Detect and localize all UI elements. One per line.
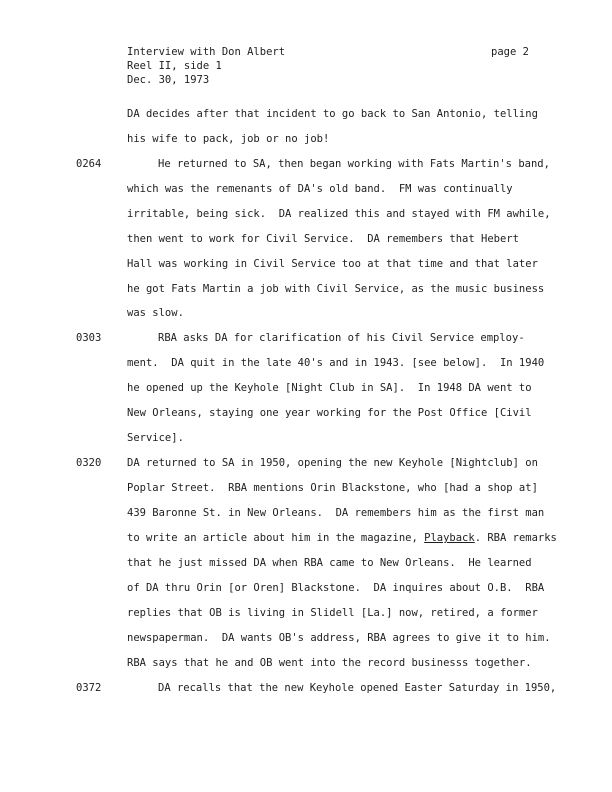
- transcript-line: then went to work for Civil Service. DA remembers that Hebert: [127, 233, 519, 245]
- interview-date: Dec. 30, 1973: [127, 74, 210, 86]
- transcript-line: replies that OB is living in Slidell [La.] now, retired, a former: [127, 607, 538, 619]
- tape-counter: 0320: [76, 457, 102, 469]
- transcript-line: 439 Baronne St. in New Orleans. DA remembers him as the first man: [127, 507, 545, 519]
- transcript-line-head: to write an article about him in the magazine,: [127, 532, 425, 544]
- transcript-line: he opened up the Keyhole [Night Club in SA]. In 1948 DA went to: [127, 382, 532, 394]
- transcript-line: Poplar Street. RBA mentions Orin Blackstone, who [had a shop at]: [127, 482, 538, 494]
- intro-line: his wife to pack, job or no job!: [127, 133, 330, 145]
- transcript-line: which was the remenants of DA's old band. FM was continually: [127, 183, 513, 195]
- transcript-line: newspaperman. DA wants OB's address, RBA agrees to give it to him.: [127, 632, 551, 644]
- intro-line: DA decides after that incident to go back to San Antonio, telling: [127, 108, 538, 120]
- transcript-line: DA returned to SA in 1950, opening the new Keyhole [Nightclub] on: [127, 457, 538, 469]
- transcript-line: New Orleans, staying one year working for the Post Office [Civil: [127, 407, 532, 419]
- transcript-line: he got Fats Martin a job with Civil Service, as the music business: [127, 283, 545, 295]
- reel-side: Reel II, side 1: [127, 60, 222, 72]
- transcript-line: irritable, being sick. DA realized this and stayed with FM awhile,: [127, 208, 551, 220]
- transcript-line: that he just missed DA when RBA came to New Orleans. He learned: [127, 557, 532, 569]
- transcript-line: DA recalls that the new Keyhole opened Easter Saturday in 1950,: [158, 682, 557, 694]
- transcript-line: ment. DA quit in the late 40's and in 1943. [see below]. In 1940: [127, 357, 545, 369]
- transcript-line: of DA thru Orin [or Oren] Blackstone. DA inquires about O.B. RBA: [127, 582, 545, 594]
- transcript-line: He returned to SA, then began working with Fats Martin's band,: [158, 158, 550, 170]
- transcript-line: Service].: [127, 432, 184, 444]
- interview-title: Interview with Don Albert: [127, 46, 286, 58]
- transcript-line: Hall was working in Civil Service too at that time and that later: [127, 258, 538, 270]
- page-number: page 2: [491, 46, 529, 58]
- magazine-title: Playback: [424, 532, 475, 544]
- tape-counter: 0372: [76, 682, 102, 694]
- transcript-line-playback: [127, 532, 557, 545]
- transcript-line: RBA asks DA for clarification of his Civil Service employ-: [158, 332, 525, 344]
- tape-counter: 0303: [76, 332, 102, 344]
- tape-counter: 0264: [76, 158, 102, 170]
- transcript-line: RBA says that he and OB went into the record businesss together.: [127, 657, 532, 669]
- transcript-line: was slow.: [127, 307, 184, 319]
- transcript-line-tail: . RBA remarks: [474, 532, 557, 544]
